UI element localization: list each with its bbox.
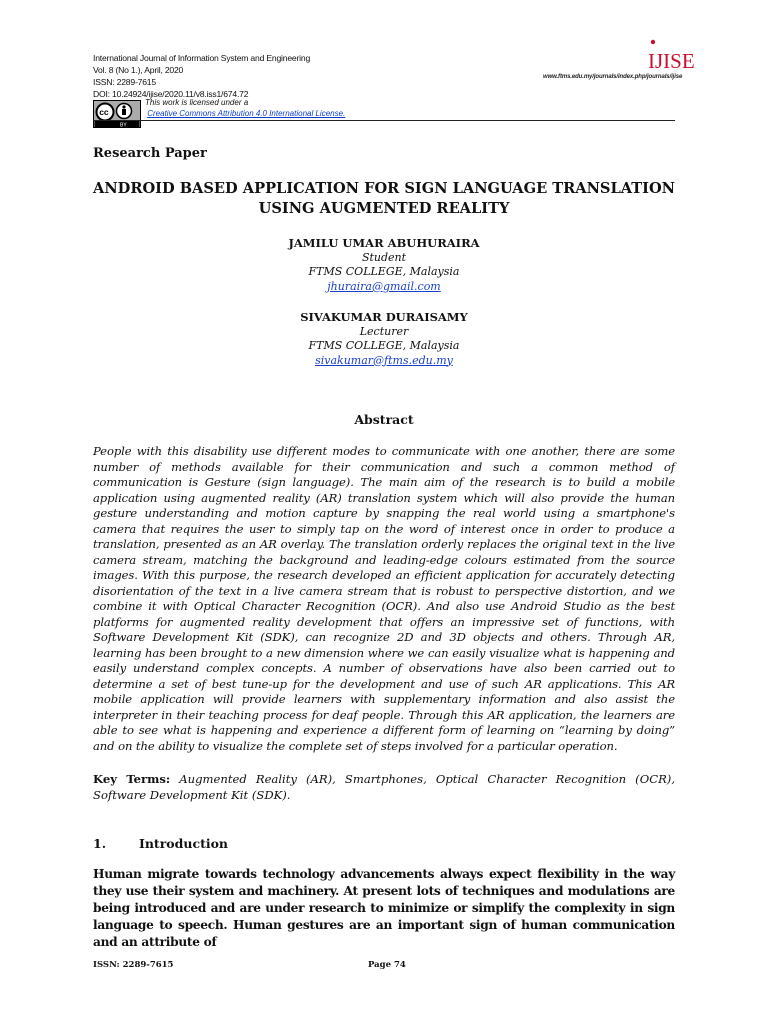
journal-header [93,52,310,100]
cc-by-text: BY [120,122,127,128]
author-affiliation: FTMS COLLEGE, Malaysia [308,265,460,278]
section-number: 1. [93,836,107,851]
title-line-2: USING AUGMENTED REALITY [258,200,510,217]
header-divider [93,120,675,121]
footer-page-number: Page 74 [368,960,406,970]
journal-name: International Journal of Information System and Engineering [93,53,311,63]
ijise-logo [648,38,696,74]
paper-title [93,179,675,219]
paper-type: Research Paper [93,146,207,161]
creative-commons-badge[interactable] [93,100,141,128]
footer-issn: ISSN: 2289-7615 [93,960,174,970]
author-role: Lecturer [359,324,409,338]
author-affiliation: FTMS COLLEGE, Malaysia [308,339,460,352]
key-terms-label: Key Terms: [93,772,171,786]
journal-issn: ISSN: 2289-7615 [93,77,156,87]
journal-website-link[interactable]: www.ftms.edu.my/journals/index.php/journals/ijise [543,74,683,80]
abstract-heading: Abstract [354,412,414,427]
journal-doi: DOI: 10.24924/ijise/2020.11/v8.iss1/674.72 [93,89,249,99]
license-link[interactable]: Creative Commons Attribution 4.0 International License. [147,109,346,118]
key-terms [93,772,675,803]
key-terms-list: Augmented Reality (AR), Smartphones, Optical Character Recognition (OCR), Software Development Kit (SDK). [93,772,676,802]
license-notice [145,97,345,119]
author-1 [93,236,675,294]
author-block [93,236,675,368]
section-title: Introduction [139,836,229,851]
cc-icon-text: cc [99,107,109,117]
author-role: Student [361,250,407,264]
author-email-link[interactable]: jhuraira@gmail.com [327,279,441,293]
license-line: This work is licensed under a [145,98,249,107]
author-name: SIVAKUMAR DURAISAMY [300,310,468,324]
abstract-text: People with this disability use different modes to communicate with one another, there are some number of methods available for their communication and such a common method of communication is Gesture (sign language). The main aim of the research is to build a mobile application using augmented reality (AR) translation system which will also provide the human gesture understanding and motion capture by snapping the real world using a smartphone's camera that requires the user to simply tap on the word of interest once in order to produce a translation, presented as an AR overlay. The translation orderly replaces the original text in the live camera stream, matching the background and leading-edge colours estimated from the source images. With this purpose, the research developed an efficient application for accurately detecting disorientation of the text in a live camera stream that is robust to perspective distortion, and we combine it with Optical Character Recognition (OCR). And also use Android Studio as the best platforms for augmented reality development that offers an impressive set of functions, with Software Development Kit (SDK), can recognize 2D and 3D objects and others. Through AR, learning has been brought to a new dimension where we can easily visualize what is happening and easily understand complex concepts. A number of observations have also been carried out to determine a set of best tune-up for the development and use of such AR applications. This AR mobile application will provide learners with supplementary information and also assist the interpreter in their teaching process for deaf people. Through this AR application, the learners are able to see what is happening and experience a different form of learning on “learning by doing” and on the ability to visualize the complete set of steps involved for a particular operation. [93,444,675,753]
author-email-link[interactable]: sivakumar@ftms.edu.my [315,353,453,367]
title-line-1: ANDROID BASED APPLICATION FOR SIGN LANGUAGE TRANSLATION [93,180,675,197]
introduction-text: Human migrate towards technology advancements always expect flexibility in the way they use their system and machinery. At present lots of techniques and modulations are being introduced and are under research to minimize or simplify the complexity in sign language to speech. Human gestures are an important sign of human communication and an attribute of [93,867,675,949]
section-heading-introduction [93,836,228,851]
author-name: JAMILU UMAR ABUHURAIRA [288,236,480,250]
ijise-logo-text: IJISE [648,49,695,73]
journal-volume: Vol. 8 (No 1.), April, 2020 [93,65,184,75]
author-2 [93,310,675,368]
